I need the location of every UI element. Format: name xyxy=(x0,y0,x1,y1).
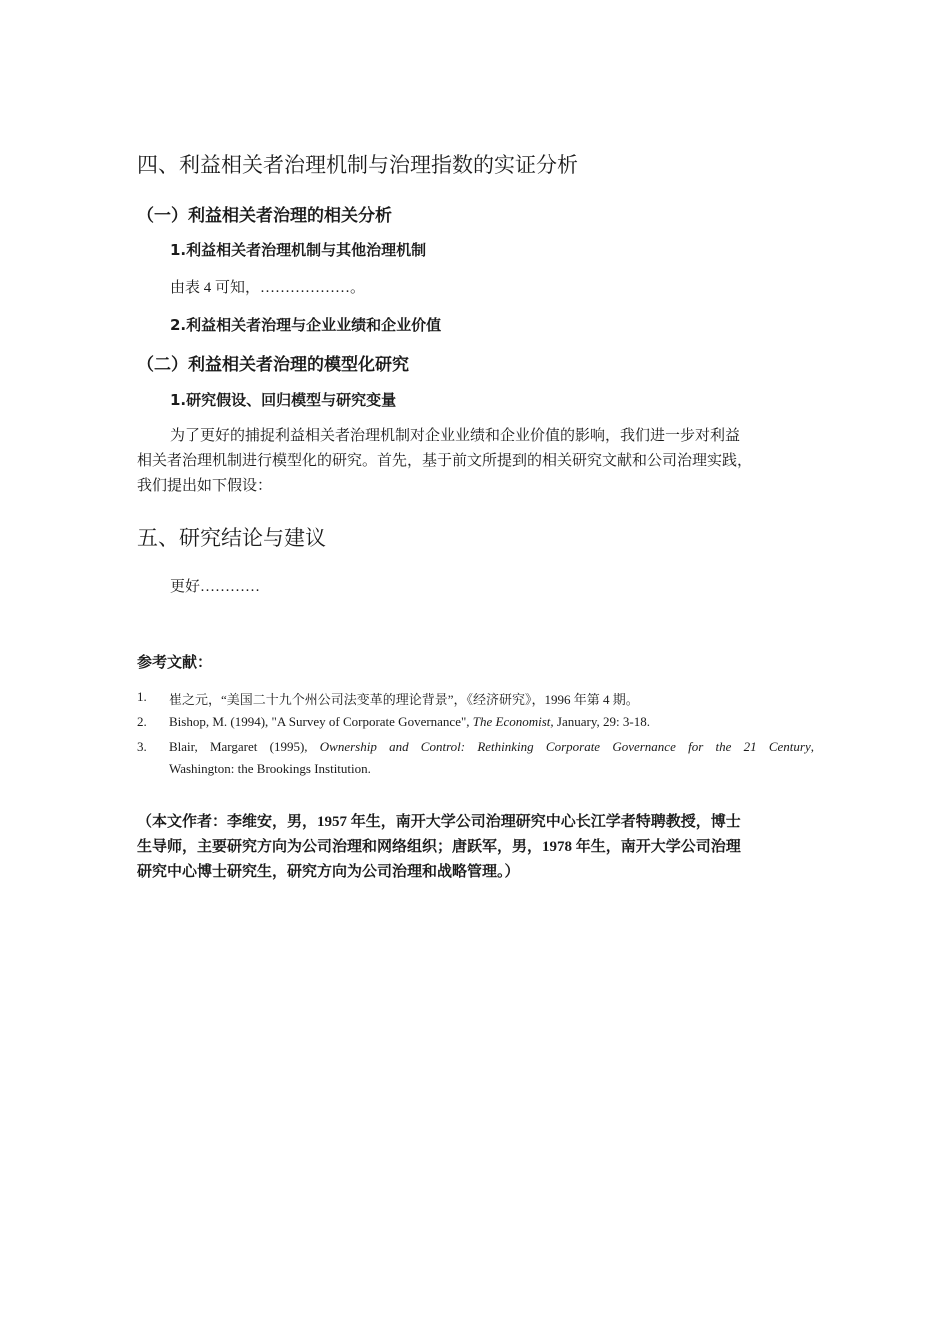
reference-publisher: Washington: the Brookings Institution. xyxy=(169,761,371,776)
paragraph-line: 相关者治理机制进行模型化的研究。首先，基于前文所提到的相关研究文献和公司治理实践， xyxy=(137,453,753,469)
reference-details: January, 29: 3-18. xyxy=(553,714,650,729)
section-5-text: 更好………… xyxy=(170,579,261,595)
reference-text xyxy=(169,739,814,777)
reference-number: 1. xyxy=(137,689,147,704)
reference-number: 2. xyxy=(137,714,147,729)
reference-punct: , xyxy=(810,739,814,754)
reference-text xyxy=(169,714,650,730)
subsection-2-heading: （二）利益相关者治理的模型化研究 xyxy=(137,355,409,375)
research-hypothesis-heading: 1.研究假设、回归模型与研究变量 xyxy=(170,391,397,409)
reference-text: 崔之元，“美国二十九个州公司法变革的理论背景”，《经济研究》，1996 年第 4 期。 xyxy=(169,692,639,707)
paragraph-line: 我们提出如下假设： xyxy=(137,478,273,494)
paragraph-line: 为了更好的捕捉利益相关者治理机制对企业业绩和企业价值的影响，我们进一步对利益 xyxy=(170,428,741,444)
reference-author: Blair, Margaret (1995), xyxy=(169,739,320,754)
author-note xyxy=(137,810,817,885)
item-1-text: 由表 4 可知，………………。 xyxy=(170,280,366,296)
author-note-line: 研究中心博士研究生，研究方向为公司治理和战略管理。） xyxy=(137,864,520,880)
item-1-heading: 1.利益相关者治理机制与其他治理机制 xyxy=(170,241,427,259)
author-note-line: 生导师，主要研究方向为公司治理和网络组织；唐跃军，男，1978 年生，南开大学公司治理 xyxy=(137,839,741,855)
section-5-heading: 五、研究结论与建议 xyxy=(137,526,326,550)
reference-journal: The Economist, xyxy=(472,714,554,729)
author-note-line: （本文作者：李维安，男，1957 年生，南开大学公司治理研究中心长江学者特聘教授，博士 xyxy=(137,814,741,830)
subsection-1-heading: （一）利益相关者治理的相关分析 xyxy=(137,206,392,226)
references-heading: 参考文献： xyxy=(137,653,213,671)
reference-book-title: Ownership and Control: Rethinking Corporate Governance for the 21 Century xyxy=(319,739,811,754)
reference-line xyxy=(169,739,814,755)
reference-number: 3. xyxy=(137,739,147,754)
item-2-heading: 2.利益相关者治理与企业业绩和企业价值 xyxy=(170,316,442,334)
research-paragraph xyxy=(137,424,825,499)
section-4-heading: 四、利益相关者治理机制与治理指数的实证分析 xyxy=(137,153,578,177)
reference-author: Bishop, M. (1994), "A Survey of Corporate Governance", xyxy=(169,714,473,729)
